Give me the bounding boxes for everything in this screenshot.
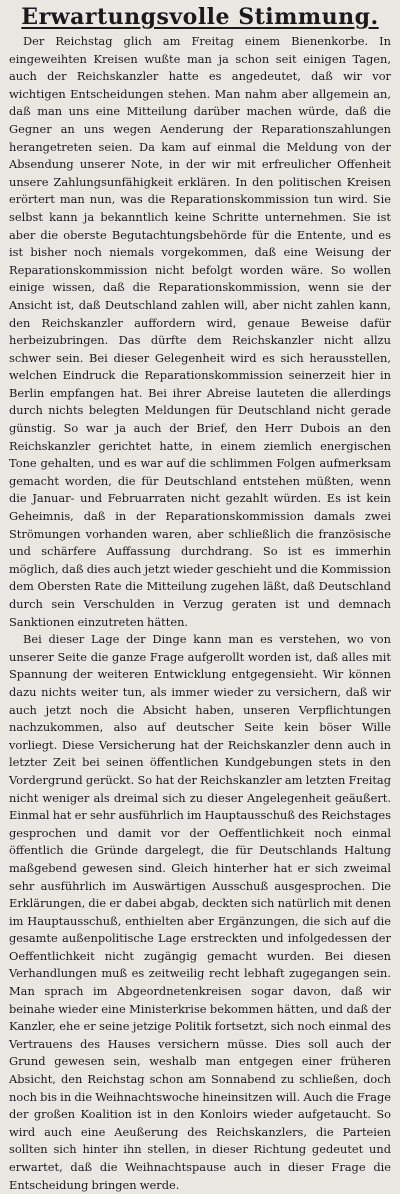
article-headline: Erwartungsvolle Stimmung. [21,4,379,30]
article-body [9,33,391,1194]
article-paragraph-2: Bei dieser Lage der Dinge kann man es verstehen, wo von unserer Seite die ganze Frage aufgerollt worden ist, daß alles mit Spannung der weiteren Entwicklung entgegensieht. Wir können dazu nichts weiter tun, als immer wieder zu versichern, daß wir auch jetzt noch die Absicht haben, unseren Verpflichtungen nachzukommen, also auf deutscher Seite kein böser Wille vorliegt. Diese Versicherung hat der Reichskanzler denn auch in letzter Zeit bei seinen öffentlichen Kundgebungen stets in den Vordergrund gerückt. So hat der Reichskanzler am letzten Freitag nicht weniger als dreimal sich zu dieser Angelegenheit geäußert. Einmal hat er sehr ausführlich im Hauptausschuß des Reichstages gesprochen und damit vor der Oeffentlichkeit noch einmal öffentlich die Gründe dargelegt, die für Deutschlands Haltung maßgebend gewesen sind. Gleich hinterher hat er sich zweimal sehr ausführlich im Auswärtigen Ausschuß ausgesprochen. Die Erklärungen, die er dabei abgab, deckten sich natürlich mit denen im Hauptausschuß, enthielten aber Ergänzungen, die sich auf die gesamte außenpolitische Lage erstreckten und infolgedessen der Oeffentlichkeit nicht zugängig gemacht wurden. Bei diesen Verhandlungen muß es zeitweilig recht lebhaft zugegangen sein. Man sprach im Abgeordnetenkreisen sogar davon, daß wir beinahe wieder eine Ministerkrise bekommen hätten, und daß der Kanzler, ehe er seine jetzige Politik fortsetzt, sich noch einmal des Vertrauens des Hauses versichern müsse. Dies soll auch der Grund gewesen sein, weshalb man entgegen einer früheren Absicht, den Reichstag schon am Sonnabend zu schließen, doch noch bis in die Weihnachtswoche hineinsitzen will. Auch die Frage der großen Koalition ist in den Konloirs wieder aufgetaucht. So wird auch eine Aeußerung des Reichskanzlers, die Parteien sollten sich hinter ihn stellen, in dieser Richtung gedeutet und erwartet, daß die Weihnachtspause auch in dieser Frage die Entscheidung bringen werde. [9,632,391,1192]
article-paragraph-1: Der Reichstag glich am Freitag einem Bienenkorbe. In eingeweihten Kreisen wußte man ja schon seit einigen Tagen, auch der Reichskanzler hatte es angedeutet, daß wir vor wichtigen Entscheidungen stehen. Man nahm aber allgemein an, daß man uns eine Mitteilung darüber machen würde, daß die Gegner an uns wegen Aenderung der Reparationszahlungen herangetreten seien. Da kam auf einmal die Meldung von der Absendung unserer Note, in der wir mit erfreulicher Offenheit unsere Zahlungsunfähigkeit erklären. In den politischen Kreisen erörtert man nun, was die Reparationskommission tun wird. Sie selbst kann ja bekanntlich keine Schritte unternehmen. Sie ist aber die oberste Begutachtungsbehörde für die Entente, und es ist bisher noch niemals vorgekommen, daß eine Weisung der Reparationskommission nicht befolgt worden wäre. So wollen einige wissen, daß die Reparationskommission, wenn sie der Ansicht ist, daß Deutschland zahlen will, aber nicht zahlen kann, den Reichskanzler auffordern wird, genaue Beweise dafür herbeizubringen. Das dürfte dem Reichskanzler nicht allzu schwer sein. Bei dieser Gelegenheit wird es sich herausstellen, welchen Eindruck die Reparationskommission seinerzeit hier in Berlin empfangen hat. Bei ihrer Abreise lauteten die allerdings durch nichts belegten Meldungen für Deutschland nicht gerade günstig. So war ja auch der Brief, den Herr Dubois an den Reichskanzler gerichtet hatte, in einem ziemlich energischen Tone gehalten, und es war auf die schlimmen Folgen aufmerksam gemacht worden, die für Deutschland entstehen müßten, wenn die Januar- und Februarraten nicht gezahlt würden. Es ist kein Geheimnis, daß in der Reparationskommission damals zwei Strömungen vorhanden waren, aber schließlich die französische und schärfere Auffassung durchdrang. So ist es immerhin möglich, daß dies auch jetzt wieder geschieht und die Kommission dem Obersten Rate die Mitteilung zugehen läßt, daß Deutschland durch sein Verschulden in Verzug geraten ist und demnach Sanktionen einzutreten hätten. [9,34,391,629]
